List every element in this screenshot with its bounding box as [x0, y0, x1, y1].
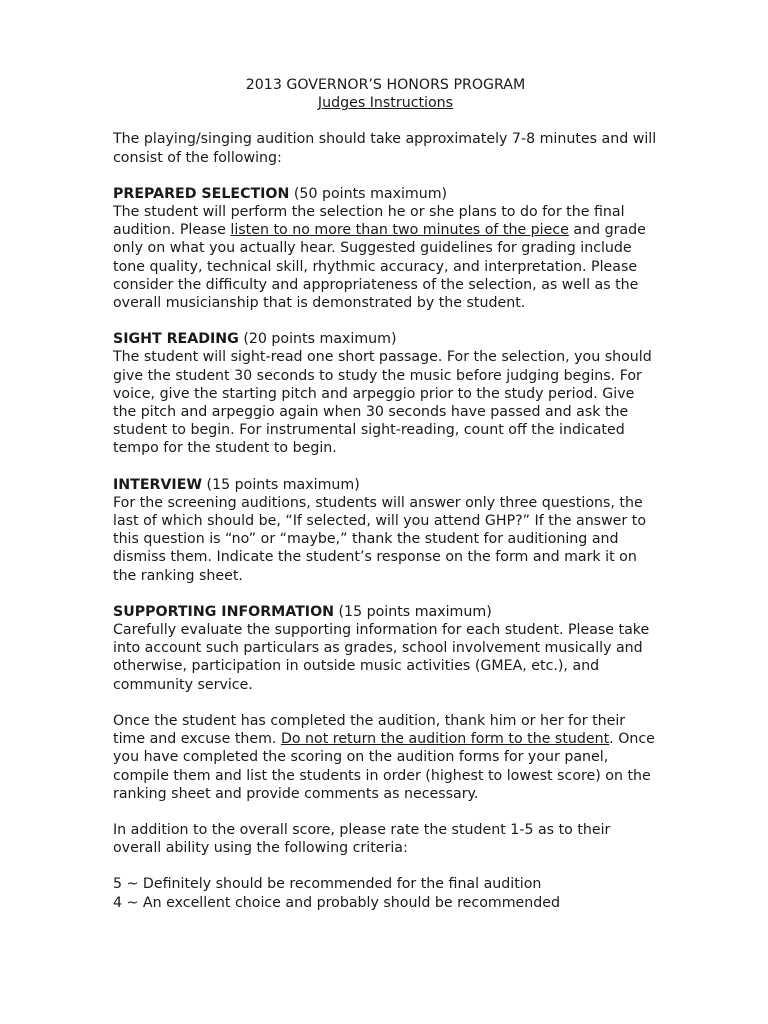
document-title: 2013 GOVERNOR’S HONORS PROGRAM: [245, 77, 526, 93]
section-points: (20 points maximum): [238, 331, 397, 348]
section-name: SIGHT READING: [113, 331, 239, 348]
section-name: INTERVIEW: [113, 476, 203, 493]
section-sight-body: The student will sight-read one short passage. For the selection, you should give the student 30 seconds to study the music before judging begins. For voice, give the starting pitch and arpeggio prior to the study period. Give the pitch and arpeggio again when 30 seconds have passed and ask the student to begin. For instrumental sight-reading, count off the indicated tempo for the student to begin.: [113, 349, 652, 457]
section-name: PREPARED SELECTION: [113, 185, 290, 202]
spacer: [113, 112, 658, 130]
section-prepared-body: [113, 203, 658, 312]
section-name: SUPPORTING INFORMATION: [113, 603, 335, 620]
section-points: (15 points maximum): [334, 603, 492, 620]
underlined-text: Do not return the audition form to the student: [280, 731, 610, 748]
spacer: [113, 585, 658, 603]
closing-paragraph: [113, 712, 658, 803]
spacer: [113, 312, 658, 330]
criteria-item: 5 ~ Definitely should be recommended for the final audition: [113, 876, 542, 893]
section-interview-heading: [113, 476, 658, 494]
section-points: (15 points maximum): [202, 476, 360, 493]
section-supporting-heading: [113, 603, 658, 621]
intro-paragraph: The playing/singing audition should take approximately 7-8 minutes and will consist of the following:: [113, 131, 657, 166]
section-interview-body: For the screening auditions, students will answer only three questions, the last of which should be, “If selected, will you attend GHP?” If the answer to this question is “no” or “maybe,” thank the student for auditioning and dismiss them. Indicate the student’s response on the form and mark it on the ranking sheet.: [113, 494, 646, 584]
section-sight-heading: [113, 330, 658, 348]
document-subtitle: Judges Instructions: [317, 95, 454, 112]
spacer: [113, 803, 658, 821]
section-points: (50 points maximum): [289, 185, 448, 202]
section-prepared-heading: [113, 185, 658, 203]
spacer: [113, 458, 658, 476]
spacer: [113, 857, 658, 875]
criteria-item: 4 ~ An excellent choice and probably should be recommended: [113, 894, 560, 911]
document-page: [113, 76, 658, 912]
spacer: [113, 694, 658, 712]
body-text: and grade only on what you actually hear. Suggested guidelines for grading include tone quality, technical skill, rhythmic accuracy, and interpretation. Please consider the difficulty and appropriateness of the selection, as well as the overall musicianship that is demonstrated by the student.: [113, 222, 646, 312]
criteria-list: [113, 875, 658, 911]
underlined-text: listen to no more than two minutes of the piece: [230, 222, 569, 239]
body-text: The student will perform the selection he or she plans to do for the final audition. Please: [113, 204, 625, 239]
section-supporting-body: Carefully evaluate the supporting information for each student. Please take into account such particulars as grades, school involvement musically and otherwise, participation in outside music activities (GMEA, etc.), and community service.: [113, 622, 650, 693]
rating-intro: In addition to the overall score, please rate the student 1-5 as to their overall ability using the following criteria:: [113, 821, 611, 857]
spacer: [113, 167, 658, 185]
body-text: . Once you have completed the scoring on the audition forms for your panel, compile them and list the students in order (highest to lowest score) on the ranking sheet and provide comments as necessary.: [113, 731, 655, 802]
body-text: Once the student has completed the audition, thank him or her for their time and excuse them.: [113, 712, 626, 748]
